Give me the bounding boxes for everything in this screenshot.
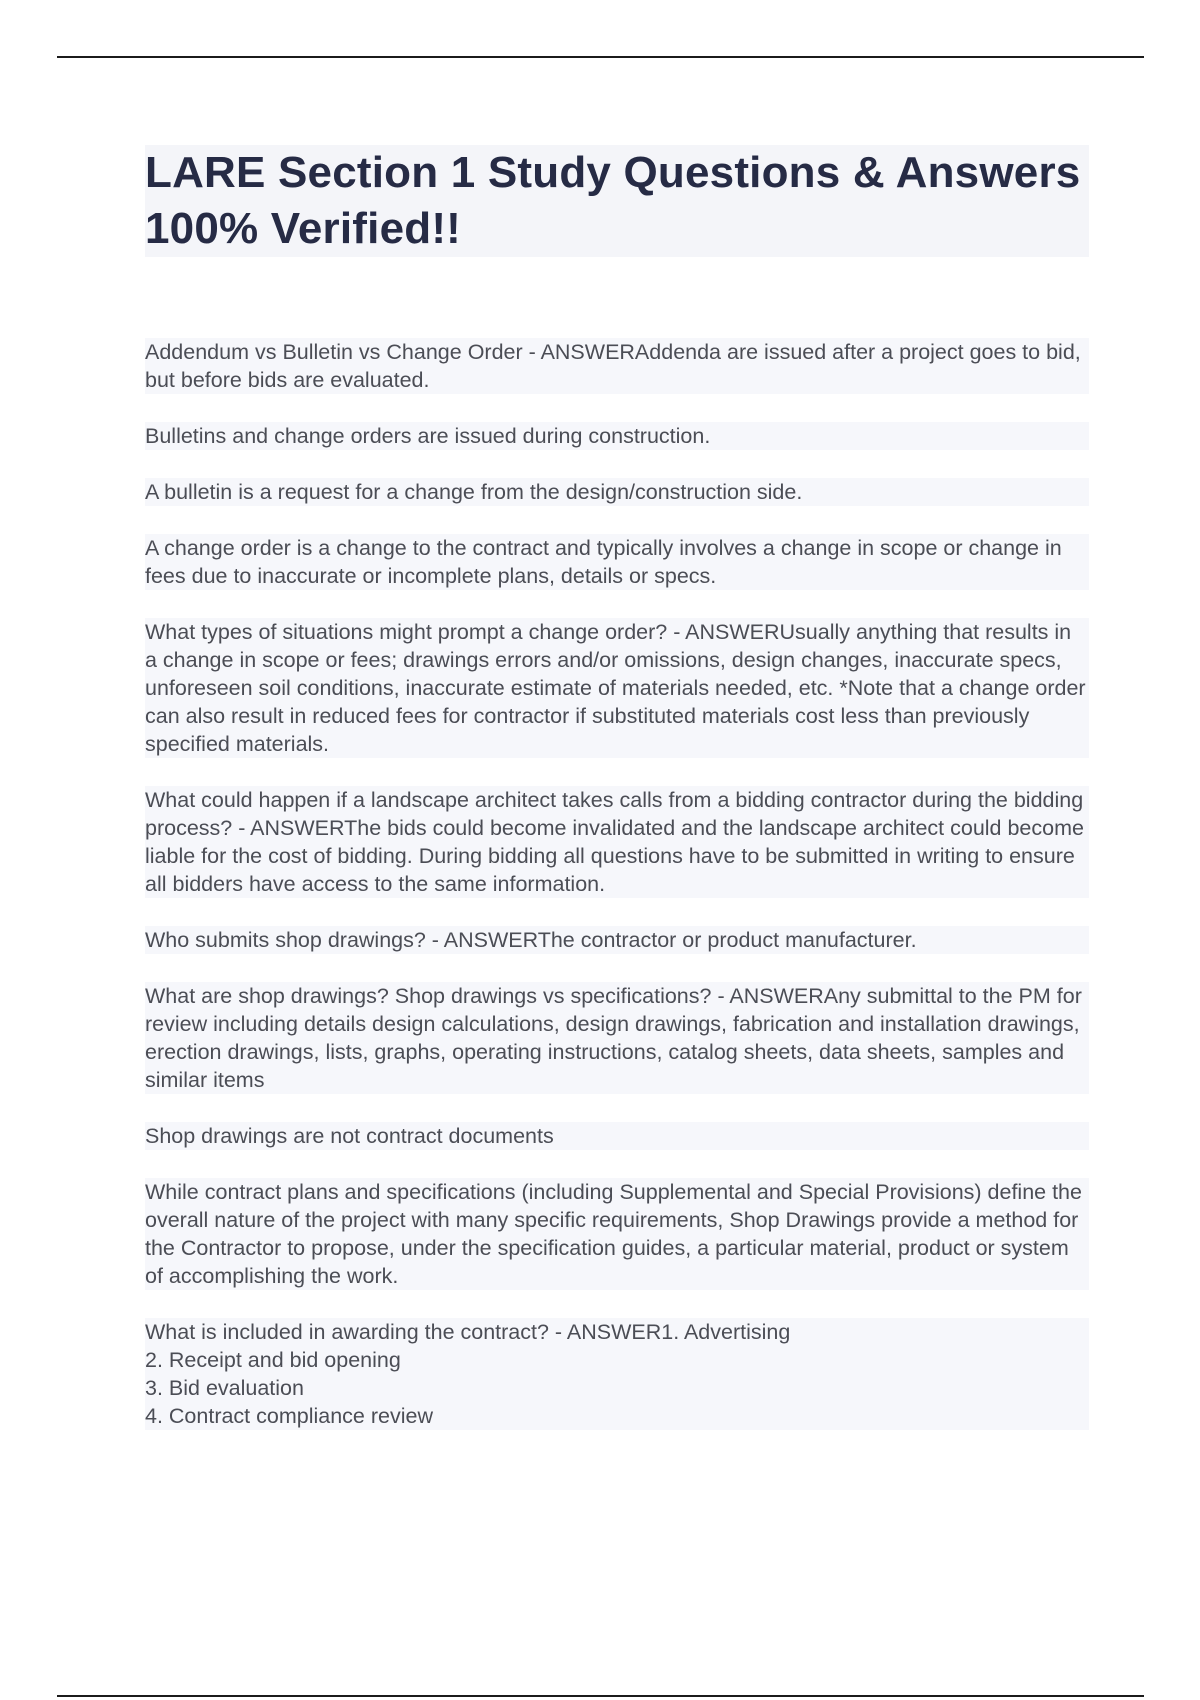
bottom-divider bbox=[57, 1695, 1144, 1697]
paragraph: While contract plans and specifications (including Supplemental and Special Provisions) define the overall nature of the project with many specific requirements, Shop Drawings provide a method for the Contractor to propose, under the specification guides, a particular material, product or system of accomplishing the work. bbox=[145, 1178, 1089, 1290]
paragraph: What types of situations might prompt a change order? - ANSWERUsually anything that results in a change in scope or fees; drawings errors and/or omissions, design changes, inaccurate specs, unforeseen soil conditions, inaccurate estimate of materials needed, etc. *Note that a change order can also result in reduced fees for contractor if substituted materials cost less than previously specified materials. bbox=[145, 618, 1089, 758]
paragraph: What are shop drawings? Shop drawings vs specifications? - ANSWERAny submittal to the PM for review including details design calculations, design drawings, fabrication and installation drawings, erection drawings, lists, graphs, operating instructions, catalog sheets, data sheets, samples and similar items bbox=[145, 982, 1089, 1094]
paragraph: Shop drawings are not contract documents bbox=[145, 1122, 1089, 1150]
document-body bbox=[145, 338, 1089, 1458]
paragraph: Addendum vs Bulletin vs Change Order - ANSWERAddenda are issued after a project goes to bid, but before bids are evaluated. bbox=[145, 338, 1089, 394]
paragraph: Who submits shop drawings? - ANSWERThe contractor or product manufacturer. bbox=[145, 926, 1089, 954]
document-title: LARE Section 1 Study Questions & Answers 100% Verified!! bbox=[145, 148, 1081, 253]
paragraph: Bulletins and change orders are issued during construction. bbox=[145, 422, 1089, 450]
paragraph: A bulletin is a request for a change from the design/construction side. bbox=[145, 478, 1089, 506]
paragraph: What could happen if a landscape architect takes calls from a bidding contractor during the bidding process? - ANSWERThe bids could become invalidated and the landscape architect could become liable for the cost of bidding. During bidding all questions have to be submitted in writing to ensure all bidders have access to the same information. bbox=[145, 786, 1089, 898]
paragraph: A change order is a change to the contract and typically involves a change in scope or change in fees due to inaccurate or incomplete plans, details or specs. bbox=[145, 534, 1089, 590]
title-block bbox=[145, 145, 1089, 257]
top-divider bbox=[57, 56, 1144, 58]
paragraph: What is included in awarding the contract? - ANSWER1. Advertising 2. Receipt and bid opening 3. Bid evaluation 4. Contract compliance review bbox=[145, 1318, 1089, 1430]
